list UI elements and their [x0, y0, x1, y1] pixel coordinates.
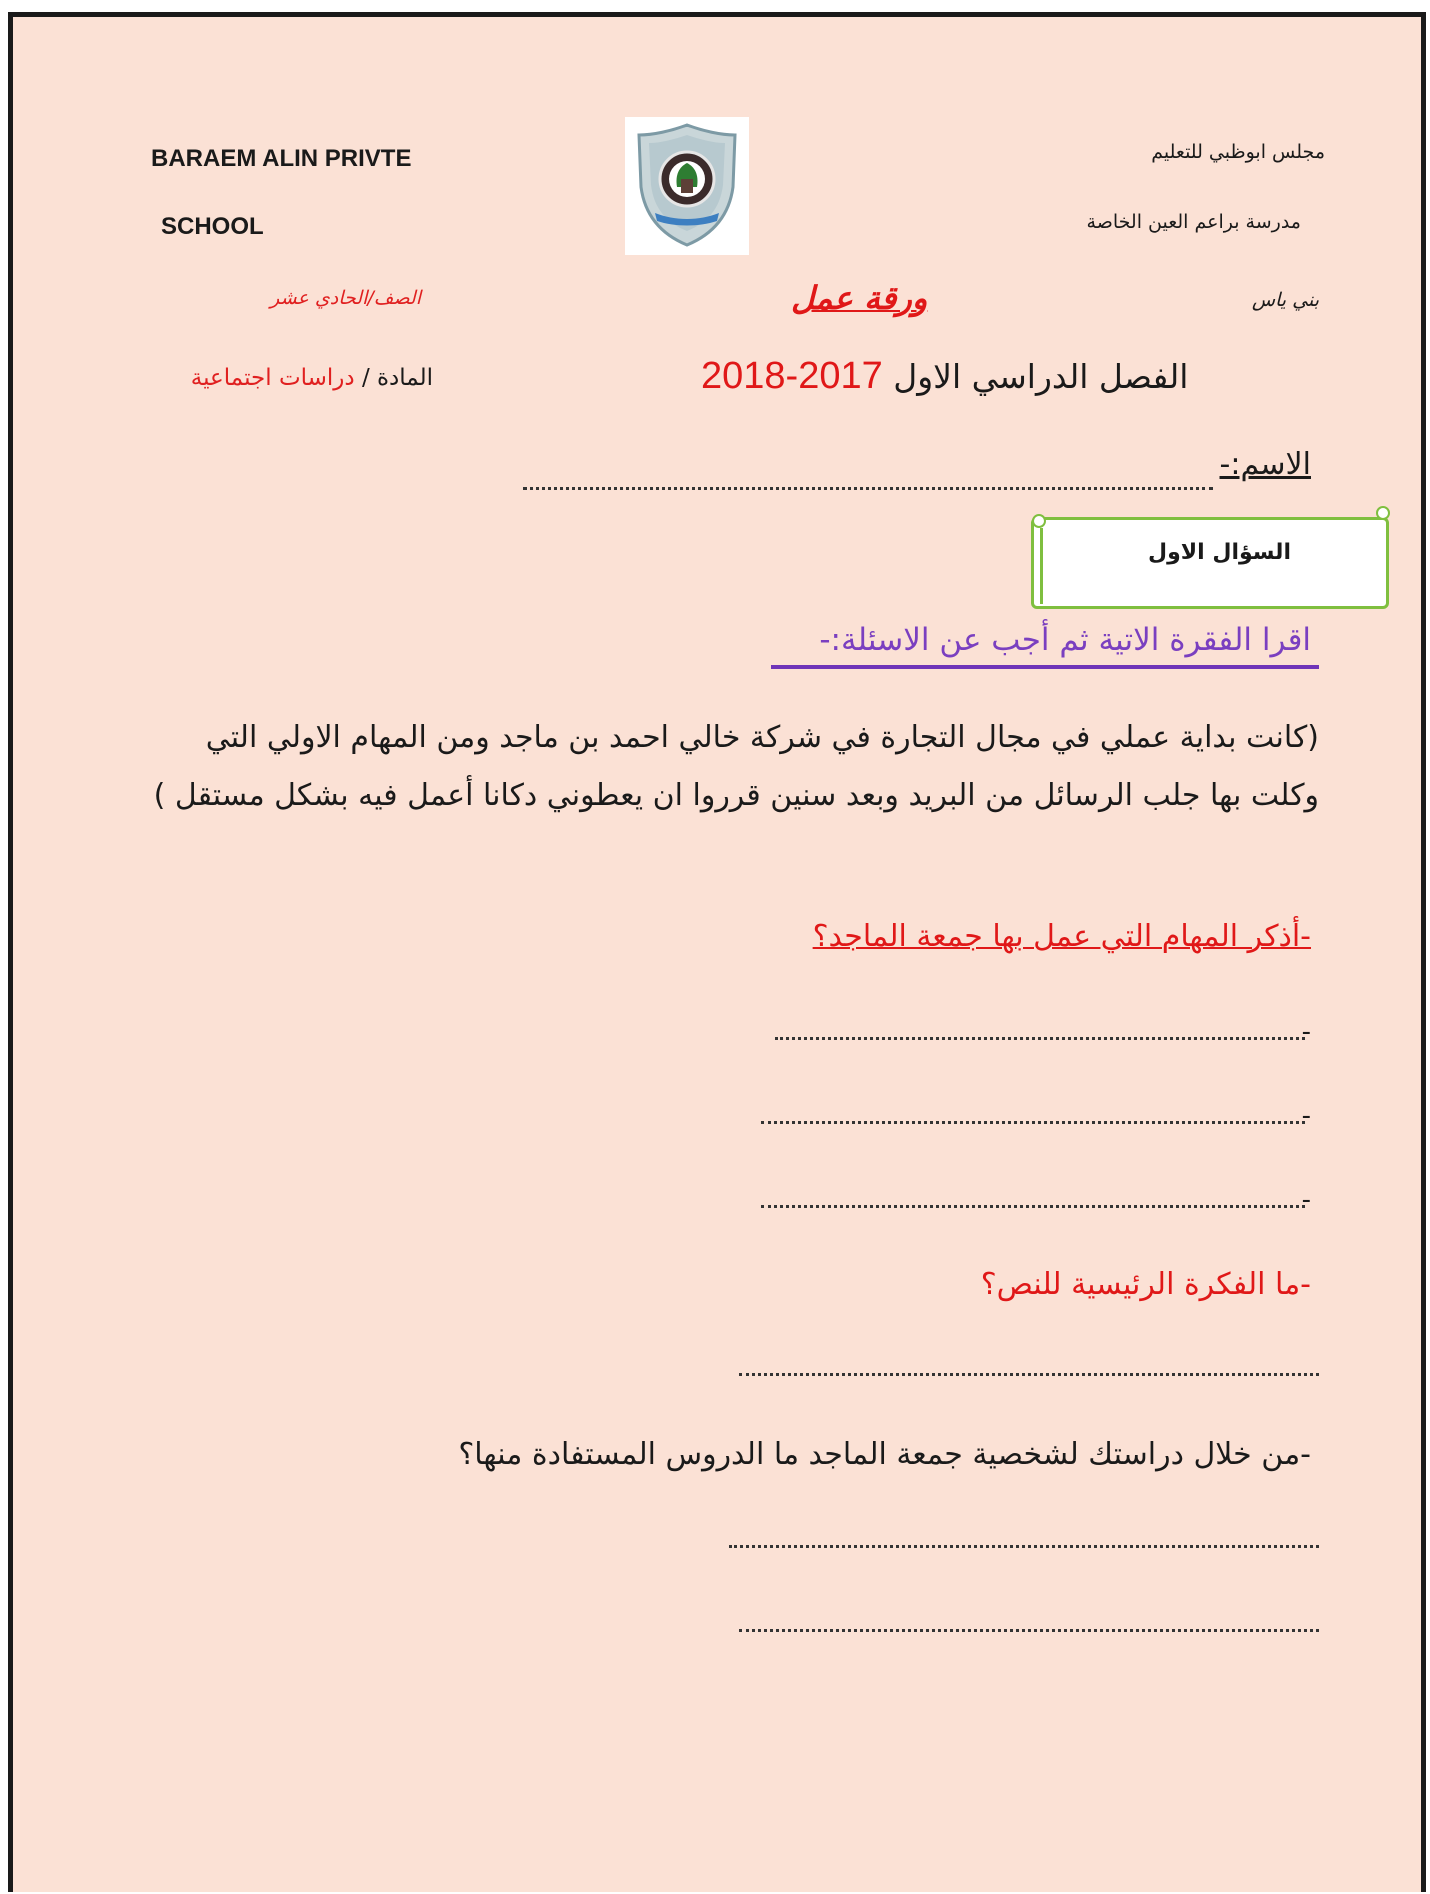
question-2: -ما الفكرة الرئيسية للنص؟ [980, 1267, 1311, 1302]
name-field-label: الاسم:- [1219, 447, 1311, 482]
semester-year: 2017-2018 [701, 355, 883, 397]
council-name: مجلس ابوظبي للتعليم [1151, 141, 1325, 163]
answer-line[interactable] [761, 1121, 1305, 1124]
location-label: بني ياس [1251, 289, 1319, 311]
school-name-en-line2: SCHOOL [161, 213, 264, 240]
grade-label: الصف/الحادي عشر [270, 287, 421, 309]
instruction-text: اقرا الفقرة الاتية ثم أجب عن الاسئلة:- [819, 622, 1311, 658]
box-corner-dot [1032, 514, 1046, 528]
subject-label: المادة / [361, 365, 433, 391]
answer-dash: - [1301, 1185, 1311, 1215]
semester-text: الفصل الدراسي الاول [893, 357, 1189, 396]
worksheet-page [8, 12, 1426, 1892]
answer-line[interactable] [761, 1205, 1305, 1208]
answer-line[interactable] [775, 1037, 1305, 1040]
answer-line[interactable] [739, 1373, 1319, 1376]
instruction-underline [771, 665, 1319, 669]
school-logo [625, 117, 749, 255]
question-box [1031, 517, 1389, 609]
box-scroll-edge [1040, 528, 1050, 604]
question-3: -من خلال دراستك لشخصية جمعة الماجد ما الدروس المستفادة منها؟ [458, 1437, 1311, 1472]
subject-line [191, 365, 433, 391]
box-corner-dot [1376, 506, 1390, 520]
answer-line[interactable] [739, 1629, 1319, 1632]
reading-paragraph: (كانت بداية عملي في مجال التجارة في شركة خالي احمد بن ماجد ومن المهام الاولي التي وكلت بها جلب الرسائل من البريد وبعد سنين قرروا ان يعطوني دكانا أعمل فيه بشكل مستقل ) [153, 720, 1319, 813]
school-name-en-line1: BARAEM ALIN PRIVTE [151, 145, 412, 172]
question-1: -أذكر المهام التي عمل بها جمعة الماجد؟ [812, 919, 1311, 954]
name-field-line[interactable] [523, 487, 1213, 490]
subject-value: دراسات اجتماعية [190, 365, 355, 391]
question-title: السؤال الاول [1148, 540, 1291, 565]
document-title: ورقة عمل [791, 279, 928, 317]
answer-line[interactable] [729, 1545, 1319, 1548]
answer-dash: - [1301, 1017, 1311, 1047]
school-name-ar: مدرسة براعم العين الخاصة [1086, 211, 1301, 233]
semester-line [701, 355, 1188, 398]
answer-dash: - [1301, 1101, 1311, 1131]
